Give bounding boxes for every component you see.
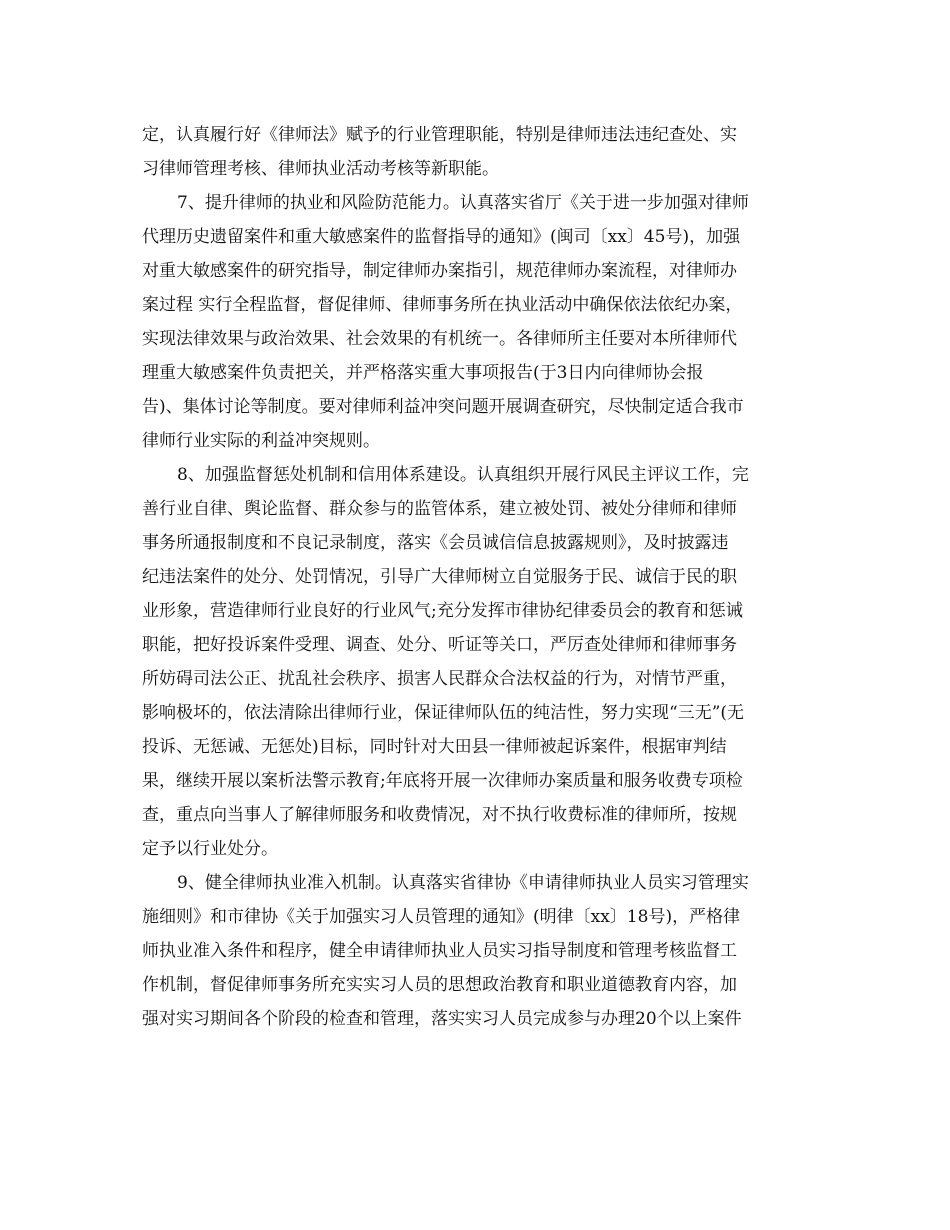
text-line: 强对实习期间各个阶段的检查和管理，落实实习人员完成参与办理20个以上案件 (142, 1009, 742, 1029)
text-line: 职能，把好投诉案件受理、调查、处分、听证等关口，严厉查处律师和律师事务 (142, 635, 737, 655)
text-line: 理重大敏感案件负责把关，并严格落实重大事项报告(于3日内向律师协会报 (142, 363, 704, 383)
text-line: 律师行业实际的利益冲突规则。 (142, 431, 380, 451)
text-line: 善行业自律、舆论监督、群众参与的监管体系，建立被处罚、被处分律师和律师 (142, 499, 737, 519)
text-line: 定，认真履行好《律师法》赋予的行业管理职能，特别是律师违法违纪查处、实 (142, 125, 737, 145)
document-page (142, 118, 807, 1036)
text-line: 习律师管理考核、律师执业活动考核等新职能。 (142, 159, 499, 179)
text-line: 纪违法案件的处分、处罚情况，引导广大律师树立自觉服务于民、诚信于民的职 (142, 567, 737, 587)
text-line: 定予以行业处分。 (142, 839, 278, 859)
text-line: 对重大敏感案件的研究指导，制定律师办案指引，规范律师办案流程，对律师办 (142, 261, 737, 281)
text-line: 告)、集体讨论等制度。要对律师利益冲突问题开展调查研究，尽快制定适合我市 (142, 397, 744, 417)
paragraph-item-8 (142, 458, 807, 866)
text-line: 实现法律效果与政治效果、社会效果的有机统一。各律师所主任要对本所律师代 (142, 329, 737, 349)
text-line: 事务所通报制度和不良记录制度，落实《会员诚信信息披露规则》，及时披露违 (142, 533, 729, 553)
text-line: 代理历史遗留案件和重大敏感案件的监督指导的通知》(闽司〔xx〕45号)，加强 (142, 227, 741, 247)
text-line: 作机制，督促律师事务所充实实习人员的思想政治教育和职业道德教育内容，加 (142, 975, 737, 995)
paragraph-item-9 (142, 866, 807, 1036)
text-line: 查，重点向当事人了解律师服务和收费情况，对不执行收费标准的律师所，按规 (142, 805, 737, 825)
text-line: 9、健全律师执业准入机制。认真落实省律协《申请律师执业人员实习管理实 (177, 873, 749, 893)
text-line: 影响极坏的，依法清除出律师行业，保证律师队伍的纯洁性，努力实现“三无”(无 (142, 703, 745, 723)
text-line: 8、加强监督惩处机制和信用体系建设。认真组织开展行风民主评议工作，完 (177, 465, 749, 485)
paragraph-continuation (142, 118, 807, 186)
text-line: 业形象，营造律师行业良好的行业风气;充分发挥市律协纪律委员会的教育和惩诫 (142, 601, 743, 621)
text-line: 投诉、无惩诫、无惩处)目标，同时针对大田县一律师被起诉案件，根据审判结 (142, 737, 727, 757)
text-line: 施细则》和市律协《关于加强实习人员管理的通知》(明律〔xx〕18号)，严格律 (142, 907, 741, 927)
text-line: 7、提升律师的执业和风险防范能力。认真落实省厅《关于进一步加强对律师 (177, 193, 749, 213)
paragraph-item-7 (142, 186, 807, 458)
text-line: 案过程 实行全程监督，督促律师、律师事务所在执业活动中确保依法依纪办案， (142, 295, 743, 315)
text-line: 果，继续开展以案析法警示教育;年底将开展一次律师办案质量和服务收费专项检 (142, 771, 743, 791)
text-line: 所妨碍司法公正、扰乱社会秩序、损害人民群众合法权益的行为，对情节严重， (142, 669, 737, 689)
text-line: 师执业准入条件和程序，健全申请律师执业人员实习指导制度和管理考核监督工 (142, 941, 737, 961)
